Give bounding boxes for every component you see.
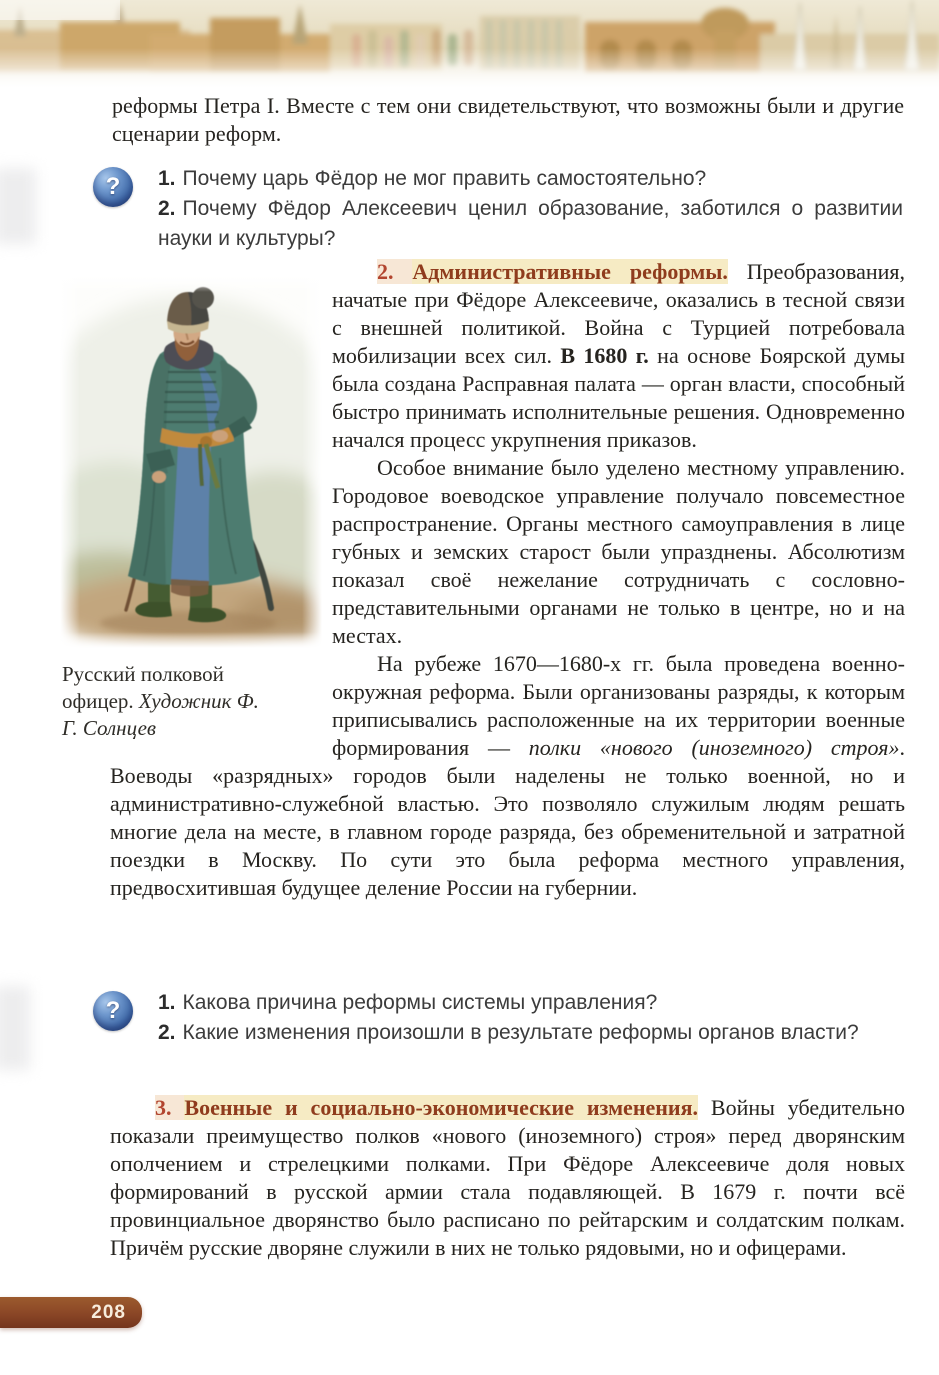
figure-float-spacer: [110, 258, 332, 762]
text-run-hword: Военные и социально-экономические изменения.: [184, 1095, 699, 1120]
question-block-1: [93, 164, 907, 254]
question-text: Почему царь Фёдор не мог править самостоятельно?: [182, 167, 707, 190]
question-number: 2.: [158, 1021, 176, 1044]
question-number: 2.: [158, 197, 176, 220]
question-block-2: [93, 988, 907, 1048]
scan-artifact: [0, 986, 30, 1070]
text-run: Войны убедительно показали преимущество полков «нового (иноземного) строя» перед дворянским ополчением и стрелецкими полками. При Фёдоре Алексеевиче доля новых формирований в русской армии стала подавляющей. В 1679 г. почти всё провинциальное дворянство было расписано по рейтарским и солдатским полкам. Причём русские дворяне служили в них не только рядовыми, но и офицерами.: [110, 1095, 905, 1260]
paragraph-military-social-economic: [110, 1094, 905, 1262]
text-run: на основе Боярской думы была создана Расправная палата — орган власти, способный быстро принимать исполнительные решения. Одновременно начался процесс укрупнения приказов.: [332, 343, 906, 452]
question-item: [158, 164, 903, 194]
question-item: [158, 194, 903, 254]
intro-paragraph-block: [112, 92, 904, 148]
question-text: Почему Фёдор Алексеевич ценил образование, заботился о развитии науки и культуры?: [158, 197, 903, 250]
question-list: [158, 164, 903, 254]
question-text: Какова причина реформы системы управления?: [182, 991, 658, 1014]
text-run-hword: Административные реформы.: [412, 259, 728, 284]
question-text: Какие изменения произошли в результате реформы органов власти?: [182, 1021, 859, 1044]
question-item: [158, 1018, 903, 1048]
intro-paragraph: реформы Петра I. Вместе с тем они свидетельствуют, что возможны были и другие сценарии реформ.: [112, 93, 904, 146]
question-mark-icon: ?: [93, 167, 133, 207]
text-run-hnum: 3.: [155, 1095, 185, 1120]
page-number-badge: [0, 1297, 142, 1328]
text-run: Русский полковой офицер.: [62, 662, 224, 713]
page-number: 208: [91, 1302, 126, 1323]
text-run-b: В 1680 г.: [560, 343, 649, 368]
scan-artifact: [0, 168, 36, 244]
paragraph-local-government: Особое внимание было уделено местному управлению. Городовое воеводское управление получало повсеместное распространение. Органы местного самоуправления в лице губных и земских старост были упразднены. Абсолютизм показал своё нежелание сотрудничать с сословно-представительными органами не только в центре, но и на местах.: [332, 455, 905, 648]
header-decoration-band: [0, 0, 939, 88]
text-run: Преобразования, начатые при Фёдоре Алексеевиче, оказались в тесной связи с внешней политикой. Война с Турцией потребовала мобилизации всех сил.: [332, 259, 905, 368]
text-run: . Воеводы «разрядных» городов были наделены не только военной, но и административно-служебной властью. Это позволяло служилым людям решать многие дела на месте, в главном городе разряда, без обременительной и затратной поездки в Москву. По сути это была реформа местного управления, предвосхитившая будущее деление России на губернии.: [110, 735, 905, 900]
text-run-hnum: 2.: [377, 259, 413, 284]
text-run: На рубеже 1670—1680-х гг. была проведена военно-окружная реформа. Были организованы разряды, к которым приписывались расположенные на их территории военные формирования —: [332, 651, 905, 760]
text-run-i: Художник Ф. Г. Солнцев: [62, 689, 259, 740]
question-number: 1.: [158, 167, 176, 190]
text-run-i: полки «нового (иноземного) строя»: [528, 735, 900, 760]
main-text-block: [110, 258, 905, 902]
question-number: 1.: [158, 991, 176, 1014]
section-3-block: [110, 1094, 905, 1262]
question-mark-icon: ?: [93, 991, 133, 1031]
question-list: [158, 988, 903, 1048]
question-item: [158, 988, 903, 1018]
